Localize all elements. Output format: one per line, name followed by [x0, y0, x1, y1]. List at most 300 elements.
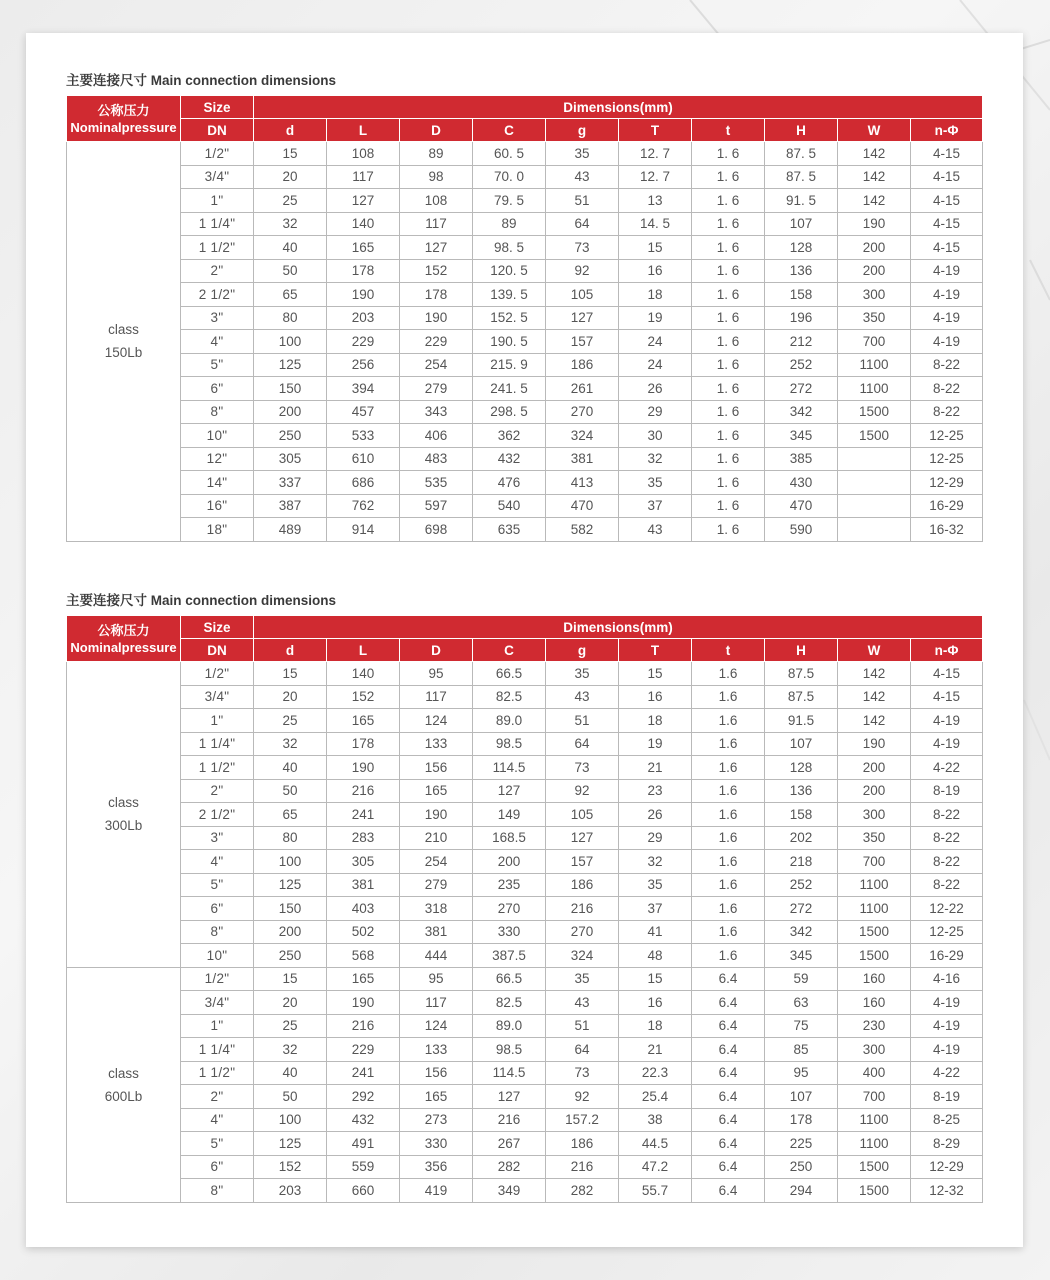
table-cell: 32 [254, 212, 327, 236]
table-cell: 403 [327, 897, 400, 921]
table-cell: 35 [619, 873, 692, 897]
table-cell: 324 [546, 424, 619, 448]
table-cell: 14" [181, 471, 254, 495]
table-cell: 16-32 [911, 518, 983, 542]
table-cell: 4-15 [911, 189, 983, 213]
table-cell: 279 [400, 377, 473, 401]
column-header-4: C [473, 639, 546, 662]
table-cell: 2" [181, 779, 254, 803]
column-header-7: t [692, 639, 765, 662]
table-cell: 128 [765, 756, 838, 780]
table-cell: 279 [400, 873, 473, 897]
table-cell: 15 [619, 662, 692, 686]
table-cell: 178 [327, 732, 400, 756]
table-row [67, 709, 983, 733]
table-cell: 117 [400, 991, 473, 1015]
table-cell: 127 [473, 1085, 546, 1109]
pressure-class-cell [67, 142, 181, 542]
table-cell: 282 [546, 1179, 619, 1203]
table-cell: 250 [765, 1155, 838, 1179]
table-cell: 502 [327, 920, 400, 944]
table-cell: 254 [400, 850, 473, 874]
table-cell: 1100 [838, 353, 911, 377]
table-cell: 12-25 [911, 920, 983, 944]
table-row [67, 377, 983, 401]
table-cell: 250 [254, 944, 327, 968]
table-cell [838, 471, 911, 495]
table-cell: 128 [765, 236, 838, 260]
table-cell: 35 [619, 471, 692, 495]
table-cell: 1. 6 [692, 424, 765, 448]
table-cell: 272 [765, 377, 838, 401]
table-cell: 98.5 [473, 732, 546, 756]
table-cell: 158 [765, 803, 838, 827]
table-cell: 190 [327, 283, 400, 307]
table-cell: 387 [254, 494, 327, 518]
table-cell: 6.4 [692, 991, 765, 1015]
table-cell: 18 [619, 1014, 692, 1038]
table-cell: 1/2" [181, 142, 254, 166]
table-cell: 1.6 [692, 662, 765, 686]
table-cell: 43 [546, 685, 619, 709]
table-cell: 142 [838, 685, 911, 709]
table-cell: 43 [546, 991, 619, 1015]
table-cell: 4-15 [911, 662, 983, 686]
table-cell: 4-19 [911, 330, 983, 354]
table-cell: 50 [254, 1085, 327, 1109]
table-cell: 470 [546, 494, 619, 518]
table-cell: 117 [400, 212, 473, 236]
table-cell: 1. 6 [692, 306, 765, 330]
table-cell: 4-22 [911, 1061, 983, 1085]
table-cell: 400 [838, 1061, 911, 1085]
table-cell: 4-19 [911, 709, 983, 733]
table-cell: 89 [473, 212, 546, 236]
table-cell: 203 [254, 1179, 327, 1203]
table-cell: 4-19 [911, 732, 983, 756]
table-cell: 1.6 [692, 920, 765, 944]
table-cell: 700 [838, 1085, 911, 1109]
table-row [67, 803, 983, 827]
table-cell: 8-22 [911, 400, 983, 424]
table-cell: 43 [546, 165, 619, 189]
table-cell: 12-29 [911, 471, 983, 495]
table-cell: 356 [400, 1155, 473, 1179]
table-cell: 51 [546, 189, 619, 213]
pressure-class-label: class [108, 1065, 139, 1081]
table-cell: 107 [765, 1085, 838, 1109]
table-cell: 63 [765, 991, 838, 1015]
header-row [67, 616, 983, 639]
table-cell: 127 [400, 236, 473, 260]
column-header-1: d [254, 639, 327, 662]
table-row [67, 1132, 983, 1156]
table-cell: 4-19 [911, 259, 983, 283]
table-cell: 914 [327, 518, 400, 542]
column-header-9: W [838, 119, 911, 142]
table-cell: 87. 5 [765, 165, 838, 189]
table-cell: 20 [254, 991, 327, 1015]
table-cell: 22.3 [619, 1061, 692, 1085]
table-cell: 700 [838, 850, 911, 874]
table-row [67, 1085, 983, 1109]
table-row [67, 756, 983, 780]
table-cell: 12" [181, 447, 254, 471]
table-row [67, 873, 983, 897]
table-cell: 8-22 [911, 873, 983, 897]
table-cell: 349 [473, 1179, 546, 1203]
table-cell: 1500 [838, 424, 911, 448]
table-cell: 26 [619, 377, 692, 401]
table-cell: 229 [327, 330, 400, 354]
table-cell: 20 [254, 165, 327, 189]
table-cell: 127 [327, 189, 400, 213]
table-cell: 6.4 [692, 967, 765, 991]
table-cell: 342 [765, 920, 838, 944]
table-cell: 70. 0 [473, 165, 546, 189]
table-cell: 190 [400, 306, 473, 330]
table-cell: 1500 [838, 1155, 911, 1179]
table-cell: 120. 5 [473, 259, 546, 283]
table-cell: 200 [254, 400, 327, 424]
table-cell: 1. 6 [692, 377, 765, 401]
table-cell: 8" [181, 1179, 254, 1203]
table-cell: 13 [619, 189, 692, 213]
table-cell: 1500 [838, 400, 911, 424]
table-cell: 350 [838, 306, 911, 330]
table-cell: 5" [181, 353, 254, 377]
table-cell: 8-22 [911, 353, 983, 377]
table-cell: 533 [327, 424, 400, 448]
pressure-class-cell [67, 662, 181, 968]
table-cell: 12. 7 [619, 165, 692, 189]
table-cell: 89.0 [473, 1014, 546, 1038]
table-cell: 152 [327, 685, 400, 709]
column-header-2: L [327, 119, 400, 142]
table-cell: 294 [765, 1179, 838, 1203]
table-cell: 165 [327, 709, 400, 733]
table-cell: 160 [838, 967, 911, 991]
table-cell: 8-22 [911, 850, 983, 874]
table-cell: 419 [400, 1179, 473, 1203]
table-row [67, 400, 983, 424]
size-header: Size [181, 616, 254, 639]
table-row [67, 189, 983, 213]
table-cell: 1. 6 [692, 471, 765, 495]
table-cell: 3/4" [181, 991, 254, 1015]
table-cell: 762 [327, 494, 400, 518]
pressure-class-value: 300Lb [104, 818, 143, 834]
table-cell: 40 [254, 756, 327, 780]
table-cell: 1" [181, 709, 254, 733]
table-cell: 387.5 [473, 944, 546, 968]
pressure-class-value: 150Lb [104, 345, 143, 361]
table-cell: 35 [546, 662, 619, 686]
table-cell: 8-22 [911, 826, 983, 850]
table-cell: 15 [254, 142, 327, 166]
table-cell: 12-29 [911, 1155, 983, 1179]
column-header-0: DN [181, 119, 254, 142]
table-cell: 91. 5 [765, 189, 838, 213]
table-cell: 114.5 [473, 1061, 546, 1085]
nominal-pressure-header [67, 616, 181, 662]
table-cell: 1/2" [181, 662, 254, 686]
table-cell: 216 [473, 1108, 546, 1132]
table-row [67, 259, 983, 283]
table-cell: 152. 5 [473, 306, 546, 330]
table-row [67, 1038, 983, 1062]
table-cell: 597 [400, 494, 473, 518]
table-cell: 432 [473, 447, 546, 471]
table-cell: 1500 [838, 1179, 911, 1203]
table-row [67, 306, 983, 330]
table-row [67, 212, 983, 236]
table-cell: 100 [254, 1108, 327, 1132]
table-cell: 4-15 [911, 212, 983, 236]
table-cell: 250 [254, 424, 327, 448]
table-cell: 700 [838, 330, 911, 354]
table-cell: 19 [619, 306, 692, 330]
table-cell: 216 [327, 1014, 400, 1038]
table-row [67, 283, 983, 307]
table-cell: 32 [254, 1038, 327, 1062]
table-cell: 4-19 [911, 283, 983, 307]
table-cell: 342 [765, 400, 838, 424]
table-cell: 75 [765, 1014, 838, 1038]
table-cell: 117 [327, 165, 400, 189]
table-cell: 105 [546, 803, 619, 827]
table-cell: 29 [619, 400, 692, 424]
table-cell: 44.5 [619, 1132, 692, 1156]
table-cell: 133 [400, 732, 473, 756]
table-cell: 25 [254, 1014, 327, 1038]
table-cell: 190 [838, 732, 911, 756]
table-cell: 127 [546, 826, 619, 850]
table-cell: 92 [546, 779, 619, 803]
column-header-0: DN [181, 639, 254, 662]
table-cell: 1. 6 [692, 518, 765, 542]
column-header-6: T [619, 639, 692, 662]
pressure-class-cell [67, 967, 181, 1202]
table-cell: 160 [838, 991, 911, 1015]
table-cell: 229 [327, 1038, 400, 1062]
table-cell: 241. 5 [473, 377, 546, 401]
table-cell: 345 [765, 944, 838, 968]
table-cell: 38 [619, 1108, 692, 1132]
table-cell: 25 [254, 189, 327, 213]
table-row [67, 732, 983, 756]
table-row [67, 142, 983, 166]
table-row [67, 662, 983, 686]
table-cell: 282 [473, 1155, 546, 1179]
table-cell: 80 [254, 826, 327, 850]
table-cell: 200 [838, 236, 911, 260]
table-cell: 186 [546, 873, 619, 897]
table-cell [838, 518, 911, 542]
table-row [67, 685, 983, 709]
table-cell: 8" [181, 400, 254, 424]
table-cell: 89 [400, 142, 473, 166]
table-cell: 406 [400, 424, 473, 448]
table-cell: 229 [400, 330, 473, 354]
table-cell: 6.4 [692, 1038, 765, 1062]
table-cell: 26 [619, 803, 692, 827]
pressure-header-en: Nominalpressure [70, 119, 177, 135]
table-cell: 10" [181, 944, 254, 968]
table-row [67, 447, 983, 471]
table-cell: 491 [327, 1132, 400, 1156]
table-cell: 158 [765, 283, 838, 307]
pressure-class-label: class [108, 795, 139, 811]
table-cell: 283 [327, 826, 400, 850]
table-cell: 300 [838, 803, 911, 827]
column-header-4: C [473, 119, 546, 142]
table-cell: 73 [546, 1061, 619, 1085]
table-cell: 1 1/4" [181, 212, 254, 236]
table-cell: 95 [400, 662, 473, 686]
table-cell: 186 [546, 1132, 619, 1156]
table-cell: 25 [254, 709, 327, 733]
table-cell: 216 [546, 897, 619, 921]
column-header-2: L [327, 639, 400, 662]
table-cell: 535 [400, 471, 473, 495]
table-cell: 660 [327, 1179, 400, 1203]
table-cell: 4-15 [911, 236, 983, 260]
pressure-class-label: class [108, 322, 139, 338]
table-cell: 87.5 [765, 685, 838, 709]
table-cell: 98.5 [473, 1038, 546, 1062]
table-cell: 16 [619, 991, 692, 1015]
table-cell: 1.6 [692, 685, 765, 709]
table-cell: 12-32 [911, 1179, 983, 1203]
table-cell: 35 [546, 967, 619, 991]
table-cell: 267 [473, 1132, 546, 1156]
table-cell: 1100 [838, 377, 911, 401]
table-cell: 32 [619, 850, 692, 874]
table-cell: 3" [181, 826, 254, 850]
table-cell: 432 [327, 1108, 400, 1132]
table-row [67, 967, 983, 991]
table-cell: 203 [327, 306, 400, 330]
table-cell: 149 [473, 803, 546, 827]
table-row [67, 779, 983, 803]
nominal-pressure-header [67, 96, 181, 142]
table-cell: 1.6 [692, 709, 765, 733]
table-cell: 254 [400, 353, 473, 377]
table-cell: 200 [838, 756, 911, 780]
table-cell: 150 [254, 897, 327, 921]
table-cell: 156 [400, 756, 473, 780]
column-header-6: T [619, 119, 692, 142]
section-title-2: 主要连接尺寸 Main connection dimensions [66, 593, 337, 608]
table-cell: 59 [765, 967, 838, 991]
table-row [67, 850, 983, 874]
column-header-10: n-Φ [911, 119, 983, 142]
table-cell: 300 [838, 1038, 911, 1062]
table-cell: 273 [400, 1108, 473, 1132]
table-cell: 4-15 [911, 142, 983, 166]
dimension-table-2 [66, 615, 983, 1203]
table-cell: 686 [327, 471, 400, 495]
table-cell: 298. 5 [473, 400, 546, 424]
table-cell: 4-19 [911, 1038, 983, 1062]
table-cell: 14. 5 [619, 212, 692, 236]
table-cell: 483 [400, 447, 473, 471]
table-cell: 305 [254, 447, 327, 471]
table-cell: 330 [473, 920, 546, 944]
table-cell: 4-19 [911, 991, 983, 1015]
table-cell: 470 [765, 494, 838, 518]
table-cell: 89.0 [473, 709, 546, 733]
table-row [67, 494, 983, 518]
table-cell: 29 [619, 826, 692, 850]
table-cell: 6" [181, 1155, 254, 1179]
table-cell: 142 [838, 189, 911, 213]
table-cell: 30 [619, 424, 692, 448]
table-cell: 1. 6 [692, 212, 765, 236]
table-cell: 212 [765, 330, 838, 354]
table-cell: 100 [254, 330, 327, 354]
table-cell: 51 [546, 1014, 619, 1038]
table-cell: 200 [838, 259, 911, 283]
table-cell: 6" [181, 897, 254, 921]
table-cell: 1100 [838, 1132, 911, 1156]
column-header-8: H [765, 639, 838, 662]
size-header: Size [181, 96, 254, 119]
table-cell: 190. 5 [473, 330, 546, 354]
table-cell: 40 [254, 1061, 327, 1085]
table-cell: 124 [400, 709, 473, 733]
table-cell: 235 [473, 873, 546, 897]
table-cell: 1 1/4" [181, 1038, 254, 1062]
table-cell: 41 [619, 920, 692, 944]
table-cell: 66.5 [473, 967, 546, 991]
table-cell: 8" [181, 920, 254, 944]
table-cell: 8-22 [911, 377, 983, 401]
table-cell: 98. 5 [473, 236, 546, 260]
table-cell: 92 [546, 259, 619, 283]
table-cell: 64 [546, 1038, 619, 1062]
table-cell: 124 [400, 1014, 473, 1038]
table-cell: 4-19 [911, 1014, 983, 1038]
table-cell: 142 [838, 142, 911, 166]
table-cell: 73 [546, 236, 619, 260]
table-cell: 218 [765, 850, 838, 874]
column-header-10: n-Φ [911, 639, 983, 662]
table-cell: 178 [765, 1108, 838, 1132]
table-cell: 40 [254, 236, 327, 260]
column-header-8: H [765, 119, 838, 142]
table-cell: 82.5 [473, 685, 546, 709]
table-cell: 6.4 [692, 1155, 765, 1179]
table-cell: 117 [400, 685, 473, 709]
table-cell: 47.2 [619, 1155, 692, 1179]
table-cell: 362 [473, 424, 546, 448]
table-cell: 18 [619, 283, 692, 307]
column-header-row [67, 639, 983, 662]
table-cell: 2 1/2" [181, 803, 254, 827]
section-title-1: 主要连接尺寸 Main connection dimensions [66, 73, 337, 88]
table-row [67, 165, 983, 189]
table-cell: 381 [546, 447, 619, 471]
table-cell: 200 [838, 779, 911, 803]
table-cell: 16" [181, 494, 254, 518]
column-header-3: D [400, 119, 473, 142]
table-cell: 261 [546, 377, 619, 401]
table-cell: 23 [619, 779, 692, 803]
table-cell: 43 [619, 518, 692, 542]
table-cell: 107 [765, 212, 838, 236]
